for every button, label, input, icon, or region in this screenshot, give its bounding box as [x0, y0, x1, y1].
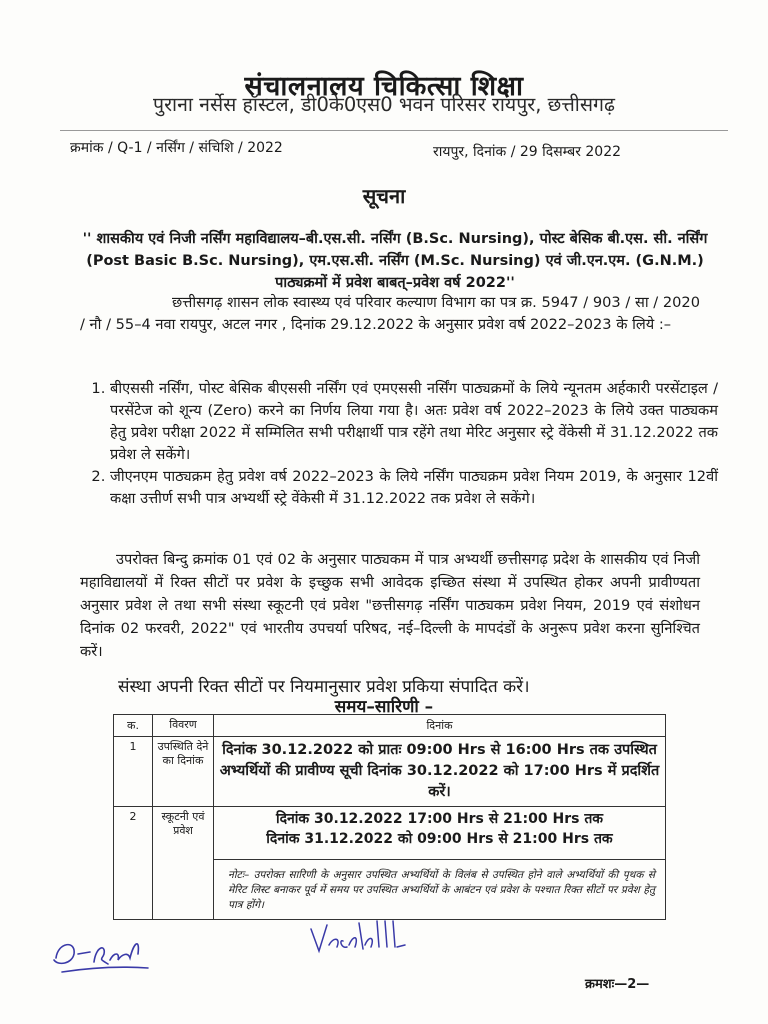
schedule-title: समय–सारिणी – — [334, 697, 434, 717]
intro-paragraph — [80, 292, 700, 336]
instruction-paragraph — [80, 548, 700, 663]
signature-center-image — [305, 915, 415, 960]
row-date-text: दिनांक 30.12.2022 को प्रातः 09:00 Hrs से 16:00 Hrs तक उपस्थित अभ्यर्थियों की प्रावीण्य सूची दिनांक 30.12.2022 को 17:00 Hrs में प्रदर्शित करें। — [214, 737, 666, 807]
instruction-text: उपरोक्त बिन्दु क्रमांक 01 एवं 02 के अनुसार पाठ्यकम में पात्र अभ्यर्थी छत्तीसगढ़ प्रदेश के शासकीय एवं निजी महाविद्यालयों में रिक्त सीटों पर प्रवेश के इच्छुक सभी आवेदक इच्छित संस्था में उपस्थित होकर अपनी प्रावीण्यता अनुसार प्रवेश ले तथा सभी संस्था स्कूटनी एवं प्रवेश "छत्तीसगढ़ नर्सिंग पाठ्यकम प्रवेश नियम, 2019 एवं संशोधन दिनांक 02 फरवरी, 2022" एवं भारतीय उपचर्या परिषद, नई–दिल्ली के मापदंडों के अनुरूप प्रवेश करना सुनिश्चित करें। — [80, 551, 700, 660]
schedule-header-row — [114, 715, 666, 737]
place-date: रायपुर, दिनांक / 29 दिसम्बर 2022 — [433, 144, 622, 160]
reference-number: क्रमांक / Q-1 / नर्सिंग / संचिशि / 2022 — [70, 140, 283, 156]
row-desc: उपस्थिति देने का दिनांक — [153, 737, 214, 807]
department-address: पुराना नर्सेस हॉस्टल, डी0के0एस0 भवन परिसर रायपुर, छत्तीसगढ़ — [153, 93, 615, 116]
schedule-table — [113, 714, 666, 920]
intro-text: छत्तीसगढ़ शासन लोक स्वास्थ्य एवं परिवार कल्याण विभाग का पत्र क्र. 5947 / 903 / सा / 2020 / नौ / 55–4 नवा रायपुर, अटल नगर , दिनांक 29.12.2022 के अनुसार प्रवेश वर्ष 2022–2023 के लिये :– — [80, 294, 700, 333]
points-list — [82, 378, 718, 510]
schedule-note: नोटः– उपरोक्त सारिणी के अनुसार उपस्थित अभ्यर्थियों के विलंब से उपस्थित होने वाले अभ्यर्थियों की पृथक से मेरिट लिस्ट बनाकर पूर्व में समय पर उपस्थित अभ्यर्थियों के आबंटन एवं प्रवेश के पश्चात रिक्त सीटों पर प्रवेश हेतु पात्र होंगे। — [228, 869, 655, 911]
signature-left-image — [48, 928, 158, 978]
department-title: संचालनालय चिकित्सा शिक्षा — [244, 71, 524, 102]
table-row — [114, 737, 666, 807]
row-sr: 1 — [114, 737, 153, 807]
col-header-date: दिनांक — [214, 715, 666, 737]
row-date-line-1: दिनांक 30.12.2022 17:00 Hrs से 21:00 Hrs तक — [275, 811, 604, 827]
row-date-cell — [214, 807, 666, 920]
signature-center — [305, 915, 415, 964]
point-item: 2. जीएनएम पाठ्यक्रम हेतु प्रवेश वर्ष 2022–2023 के लिये नर्सिंग पाठ्यक्रम प्रवेश नियम 2019, के अनुसार 12वीं कक्षा उत्तीर्ण सभी पात्र अभ्यर्थी स्ट्रे वेंकेसी में 31.12.2022 तक प्रवेश ले सकेंगे। — [110, 466, 718, 510]
point-item: 1. बीएससी नर्सिंग, पोस्ट बेसिक बीएससी नर्सिंग एवं एमएससी नर्सिंग पाठ्यक्रमों के लिये न्यूनतम अर्हकारी परसेंटाइल / परसेंटेज को शून्य (Zero) करने का निर्णय लिया गया है। अतः प्रवेश वर्ष 2022–2023 के लिये उक्त पाठ्यकम हेतु प्रवेश परीक्षा 2022 में सम्मिलित सभी परीक्षार्थी पात्र रहेंगे तथा मेरिट अनुसार स्ट्रे वेंकेसी में 31.12.2022 तक प्रवेश ले सकेंगे। — [110, 378, 718, 466]
notice-subject: '' शासकीय एवं निजी नर्सिंग महाविद्यालय–बी.एस.सी. नर्सिंग (B.Sc. Nursing), पोस्ट बेसिक बी.एस. सी. नर्सिंग (Post Basic B.Sc. Nursing), एम.एस.सी. नर्सिंग (M.Sc. Nursing) एवं जी.एन.एम. (G.N.M.) पाठ्यक्रमों में प्रवेश बाबत्–प्रवेश वर्ष 2022'' — [82, 231, 708, 291]
continuation-marker: क्रमशः—2— — [585, 977, 650, 992]
row-sr: 2 — [114, 807, 153, 920]
table-row — [114, 807, 666, 920]
signature-left — [48, 928, 158, 982]
col-header-desc: विवरण — [153, 715, 214, 737]
col-header-sr: क. — [114, 715, 153, 737]
row-desc: स्कूटनी एवं प्रवेश — [153, 807, 214, 920]
notice-title: सूचना — [362, 184, 406, 208]
process-statement: संस्था अपनी रिक्त सीटों पर नियमानुसार प्रवेश प्रकिया संपादित करें। — [118, 677, 530, 697]
row-date-line-2: दिनांक 31.12.2022 को 09:00 Hrs से 21:00 Hrs तक — [266, 831, 613, 847]
header-divider — [60, 130, 728, 131]
